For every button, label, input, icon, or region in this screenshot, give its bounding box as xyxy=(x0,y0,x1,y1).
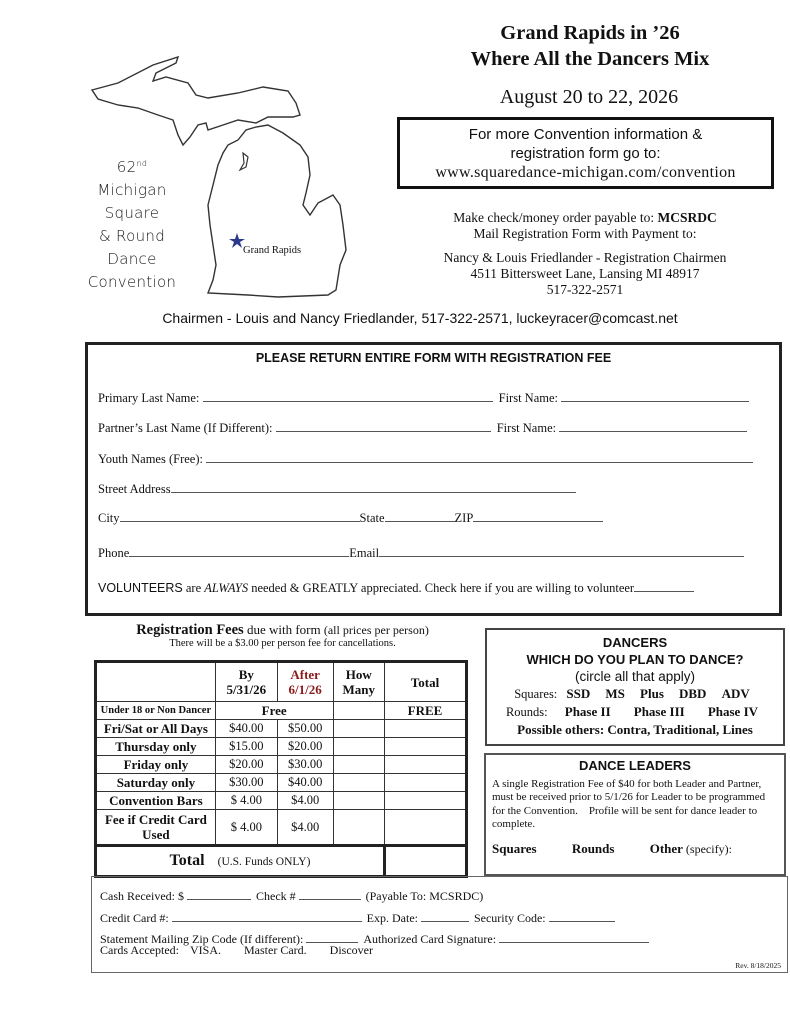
option-adv[interactable]: ADV xyxy=(721,686,750,701)
dancers-heading: DANCERS xyxy=(602,635,668,650)
option-phase-iii[interactable]: Phase III xyxy=(633,704,685,719)
payable-label: Make check/money order payable to: xyxy=(453,210,658,225)
fee-by-price: $40.00 xyxy=(215,720,277,738)
email-label: Email xyxy=(349,546,380,560)
statement-zip-label: Statement Mailing Zip Code (If different): xyxy=(100,932,304,946)
fee-table xyxy=(94,660,468,878)
how-many-cell[interactable] xyxy=(333,756,384,774)
convention-title xyxy=(72,152,192,294)
event-dates: August 20 to 22, 2026 xyxy=(499,86,679,108)
leader-options xyxy=(492,842,778,857)
edition-suffix: nd xyxy=(136,159,148,168)
card-visa: VISA. xyxy=(189,943,221,957)
registration-contact: Nancy & Louis Friedlander - Registration Chairmen xyxy=(443,250,727,265)
total-cell[interactable] xyxy=(384,774,466,792)
signature-field[interactable] xyxy=(499,928,649,943)
fees-title-bold: Registration Fees xyxy=(136,622,244,638)
partner-first-name-field[interactable] xyxy=(559,417,747,432)
volunteer-line xyxy=(98,577,694,596)
statement-zip-field[interactable] xyxy=(306,928,358,943)
total-cell[interactable] xyxy=(384,810,466,846)
signature-label: Authorized Card Signature: xyxy=(363,932,497,946)
payment-box xyxy=(91,876,788,973)
partner-first-name-label: First Name: xyxy=(496,421,557,435)
fee-total-row xyxy=(96,846,467,877)
state-field[interactable] xyxy=(385,507,455,522)
fee-row xyxy=(96,738,467,756)
volunteer-checkbox-field[interactable] xyxy=(634,577,694,592)
city-field[interactable] xyxy=(120,507,360,522)
total-label-cell xyxy=(96,846,385,877)
event-title: Grand Rapids in ’26 xyxy=(500,22,680,44)
info-line: registration form go to: xyxy=(510,145,661,162)
exp-date-field[interactable] xyxy=(421,907,469,922)
how-many-cell[interactable] xyxy=(333,720,384,738)
convention-title-line: Michigan xyxy=(97,181,167,199)
dancers-box xyxy=(485,628,785,746)
fee-row-label: Fee if Credit Card Used xyxy=(96,810,216,846)
fee-after-price: $4.00 xyxy=(277,810,333,846)
zip-field[interactable] xyxy=(473,507,603,522)
option-ms[interactable]: MS xyxy=(605,686,625,701)
form-heading: PLEASE RETURN ENTIRE FORM WITH REGISTRATION FEE xyxy=(255,351,612,365)
partner-last-name-label: Partner’s Last Name (If Different): xyxy=(98,421,273,435)
lower-peninsula-outline xyxy=(208,125,346,297)
mail-instruction: Mail Registration Form with Payment to: xyxy=(473,226,697,241)
fee-row-free xyxy=(96,702,467,720)
leaders-heading: DANCE LEADERS xyxy=(579,758,691,773)
chairmen-line: Chairmen - Louis and Nancy Friedlander, 517-322-2571, luckeyracer@comcast.net xyxy=(162,310,678,326)
always-emphasis: ALWAYS xyxy=(204,581,249,595)
first-name-label: First Name: xyxy=(498,391,558,405)
fee-row-label: Friday only xyxy=(96,756,216,774)
header-blank xyxy=(96,662,216,702)
city-label: City xyxy=(98,511,120,525)
total-cell[interactable] xyxy=(384,756,466,774)
fee-free-total: FREE xyxy=(384,702,466,720)
mailing-address: 4511 Bittersweet Lane, Lansing MI 48917 xyxy=(470,266,700,281)
dance-leaders-box xyxy=(484,753,786,876)
option-ssd[interactable]: SSD xyxy=(566,686,591,701)
rounds-label: Rounds: xyxy=(505,705,548,719)
leader-option-squares[interactable]: Squares xyxy=(492,840,537,856)
state-label: State xyxy=(359,511,385,525)
col-total-header: Total xyxy=(384,662,466,702)
fee-after-price: $30.00 xyxy=(277,756,333,774)
cash-field[interactable] xyxy=(187,885,251,900)
check-label: Check # xyxy=(255,889,296,903)
fees-title-note: (all prices per person) xyxy=(323,623,429,637)
cash-label: Cash Received: $ xyxy=(100,889,184,903)
dancers-instruction: (circle all that apply) xyxy=(574,669,696,684)
how-many-cell[interactable] xyxy=(333,738,384,756)
fee-row-label: Saturday only xyxy=(96,774,216,792)
how-many-cell[interactable] xyxy=(333,774,384,792)
partner-last-name-field[interactable] xyxy=(276,417,491,432)
fee-after-price: $20.00 xyxy=(277,738,333,756)
credit-card-field[interactable] xyxy=(172,907,362,922)
youth-names-label: Youth Names (Free): xyxy=(98,452,203,466)
fee-row xyxy=(96,792,467,810)
phone-field[interactable] xyxy=(129,542,349,557)
convention-title-line: Convention xyxy=(87,273,177,291)
zip-label: ZIP xyxy=(454,511,474,525)
leader-option-other[interactable]: Other xyxy=(649,840,683,856)
edition-number: 62 xyxy=(116,158,137,176)
total-cell[interactable] xyxy=(384,792,466,810)
how-many-cell[interactable] xyxy=(333,810,384,846)
total-cell[interactable] xyxy=(384,738,466,756)
rounds-options xyxy=(487,703,783,721)
how-many-cell[interactable] xyxy=(333,702,384,720)
card-discover: Discover xyxy=(329,943,373,957)
cancellation-note: There will be a $3.00 per person fee for cancellations. xyxy=(169,638,396,649)
convention-title-line: Dance xyxy=(107,250,157,268)
primary-last-name-label: Primary Last Name: xyxy=(98,391,200,405)
option-phase-iv[interactable]: Phase IV xyxy=(707,704,759,719)
payable-to: MCSRDC xyxy=(657,210,717,225)
map-label: Grand Rapids xyxy=(243,245,302,256)
exp-date-label: Exp. Date: xyxy=(366,911,418,925)
total-cell[interactable] xyxy=(384,720,466,738)
youth-names-field[interactable] xyxy=(206,448,753,463)
option-phase-ii[interactable]: Phase II xyxy=(564,704,611,719)
primary-last-name-field[interactable] xyxy=(203,387,493,402)
payable-note: (Payable To: MCSRDC) xyxy=(365,889,484,903)
fee-row xyxy=(96,756,467,774)
option-plus[interactable]: Plus xyxy=(640,686,664,701)
leader-other-note: (specify): xyxy=(682,841,732,856)
fee-by-price: $20.00 xyxy=(215,756,277,774)
total-note: (U.S. Funds ONLY) xyxy=(217,856,311,868)
possible-others: Possible others: Contra, Traditional, Lines xyxy=(517,722,753,737)
squares-label: Squares: xyxy=(514,687,558,701)
fee-by-price: $30.00 xyxy=(215,774,277,792)
security-code-label: Security Code: xyxy=(473,911,546,925)
upper-peninsula-outline xyxy=(92,57,300,145)
lake-bay-detail xyxy=(240,153,248,170)
fee-row xyxy=(96,720,467,738)
info-box xyxy=(397,117,774,189)
volunteer-text: needed & GREATLY appreciated. Check here if you are willing to volunteer xyxy=(248,581,635,595)
fees-title xyxy=(95,622,470,639)
street-address-label: Street Address xyxy=(98,482,171,496)
event-tagline: Where All the Dancers Mix xyxy=(470,48,710,70)
how-many-cell[interactable] xyxy=(333,792,384,810)
volunteers-word: VOLUNTEERS xyxy=(98,581,183,595)
fee-by-price: $ 4.00 xyxy=(215,792,277,810)
payment-instructions xyxy=(400,210,770,298)
security-code-field[interactable] xyxy=(549,907,615,922)
email-field[interactable] xyxy=(379,542,744,557)
option-dbd[interactable]: DBD xyxy=(679,686,707,701)
col-after-header: After 6/1/26 xyxy=(277,662,333,702)
dancers-question: WHICH DO YOU PLAN TO DANCE? xyxy=(526,652,744,667)
info-line: For more Convention information & xyxy=(468,126,703,143)
street-address-field[interactable] xyxy=(171,478,576,493)
cards-accepted-label: Cards Accepted: xyxy=(100,943,179,957)
card-mastercard: Master Card. xyxy=(244,943,307,957)
registration-form-box xyxy=(85,342,782,616)
fee-row-label: Thursday only xyxy=(96,738,216,756)
fee-by-price: $ 4.00 xyxy=(215,810,277,846)
fee-table-header xyxy=(96,662,467,702)
fee-after-price: $50.00 xyxy=(277,720,333,738)
leader-option-rounds[interactable]: Rounds xyxy=(571,840,615,856)
fee-free-price: Free xyxy=(215,702,333,720)
total-label: Total xyxy=(169,852,205,869)
check-field[interactable] xyxy=(299,885,361,900)
convention-title-line: Square xyxy=(104,204,160,222)
fee-row-label: Under 18 or Non Dancer xyxy=(96,702,216,720)
grand-total-cell[interactable] xyxy=(384,846,466,877)
convention-url-link[interactable]: www.squaredance-michigan.com/convention xyxy=(435,164,736,181)
fee-by-price: $15.00 xyxy=(215,738,277,756)
col-how-many-header: How Many xyxy=(333,662,384,702)
contact-phone: 517-322-2571 xyxy=(546,282,624,297)
fee-row xyxy=(96,810,467,846)
first-name-field[interactable] xyxy=(561,387,749,402)
fee-row-label: Fri/Sat or All Days xyxy=(96,720,216,738)
squares-options xyxy=(487,685,783,703)
fee-after-price: $4.00 xyxy=(277,792,333,810)
col-by-header: By 5/31/26 xyxy=(215,662,277,702)
phone-label: Phone xyxy=(98,546,130,560)
fees-title-text: due with form xyxy=(243,622,324,637)
convention-title-line: & Round xyxy=(98,227,166,245)
fee-after-price: $40.00 xyxy=(277,774,333,792)
fee-row xyxy=(96,774,467,792)
fee-row-label: Convention Bars xyxy=(96,792,216,810)
credit-card-label: Credit Card #: xyxy=(100,911,169,925)
leaders-description: A single Registration Fee of $40 for both Leader and Partner, must be received prior to 5/1/26 for Leader to be programmed for the Convention. Profile will be sent for dance leader to complete. xyxy=(492,777,768,830)
volunteer-text: are xyxy=(182,581,205,595)
revision-date: Rev. 8/18/2025 xyxy=(735,961,781,970)
